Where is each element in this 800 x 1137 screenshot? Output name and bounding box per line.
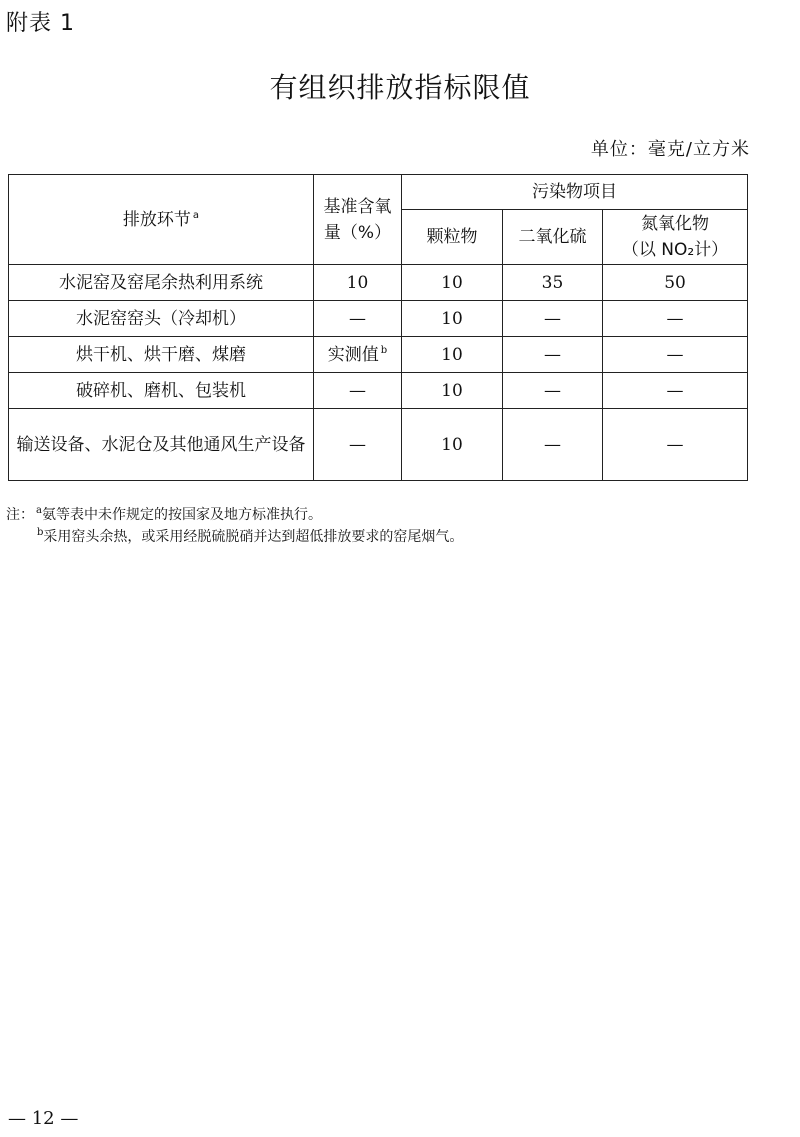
header-oxygen xyxy=(314,175,402,265)
cell-oxygen xyxy=(314,301,402,337)
footnote-marker-a: a xyxy=(192,209,200,221)
cell-particulate: 10 xyxy=(402,265,503,301)
cell-stage: 水泥窑窑头（冷却机） xyxy=(9,301,314,337)
cell-stage: 烘干机、烘干磨、煤磨 xyxy=(9,337,314,373)
unit-label: 单位：毫克/立方米 xyxy=(590,139,750,160)
note-a-text: 氨等表中未作规定的按国家及地方标准执行。 xyxy=(41,507,322,523)
table-notes xyxy=(6,504,463,548)
table-row xyxy=(9,265,748,301)
footnote-marker-b: b xyxy=(380,344,388,356)
table-row xyxy=(9,337,748,373)
cell-oxygen xyxy=(314,337,402,373)
note-b-marker: b xyxy=(37,527,44,539)
cell-oxygen-value: — xyxy=(349,380,366,401)
header-nox-line1: 氮氧化物 xyxy=(641,214,710,234)
cell-so2: — xyxy=(503,301,603,337)
cell-so2: 35 xyxy=(503,265,603,301)
note-a xyxy=(6,504,463,526)
cell-particulate: 10 xyxy=(402,373,503,409)
note-b xyxy=(6,526,463,548)
cell-nox: — xyxy=(603,337,748,373)
table-row xyxy=(9,301,748,337)
header-oxygen-label: 基准含氧量（%） xyxy=(323,196,392,243)
cell-oxygen-value: — xyxy=(349,308,366,329)
header-nox-line2: （以 NO₂计） xyxy=(621,240,729,260)
cell-oxygen xyxy=(314,265,402,301)
cell-oxygen-value: 实测值 xyxy=(327,344,379,365)
cell-nox: — xyxy=(603,409,748,481)
cell-oxygen-value: 10 xyxy=(346,272,369,293)
page-number: — 12 — xyxy=(8,1108,79,1129)
header-so2: 二氧化硫 xyxy=(503,210,603,265)
cell-so2: — xyxy=(503,409,603,481)
table-row xyxy=(9,373,748,409)
cell-oxygen xyxy=(314,373,402,409)
note-b-text: 采用窑头余热，或采用经脱硫脱硝并达到超低排放要求的窑尾烟气。 xyxy=(43,529,464,545)
note-a-marker: a xyxy=(36,505,42,517)
note-prefix: 注： xyxy=(6,507,34,523)
cell-so2: — xyxy=(503,373,603,409)
document-title: 有组织排放指标限值 xyxy=(269,71,531,104)
emission-limits-table xyxy=(8,174,748,481)
cell-oxygen-value: — xyxy=(349,434,366,455)
header-pollutants-group: 污染物项目 xyxy=(402,175,748,210)
cell-stage: 破碎机、磨机、包装机 xyxy=(9,373,314,409)
cell-stage: 水泥窑及窑尾余热利用系统 xyxy=(9,265,314,301)
cell-nox: — xyxy=(603,373,748,409)
header-stage-label: 排放环节 xyxy=(122,209,191,230)
cell-particulate: 10 xyxy=(402,301,503,337)
table-row xyxy=(9,409,748,481)
appendix-label: 附表 1 xyxy=(6,11,75,36)
header-nox xyxy=(603,210,748,265)
header-particulate: 颗粒物 xyxy=(402,210,503,265)
cell-stage: 输送设备、水泥仓及其他通风生产设备 xyxy=(9,409,314,481)
table-header-row xyxy=(9,175,748,210)
cell-nox: 50 xyxy=(603,265,748,301)
cell-nox: — xyxy=(603,301,748,337)
cell-particulate: 10 xyxy=(402,337,503,373)
cell-oxygen xyxy=(314,409,402,481)
cell-so2: — xyxy=(503,337,603,373)
header-stage xyxy=(9,175,314,265)
cell-particulate: 10 xyxy=(402,409,503,481)
